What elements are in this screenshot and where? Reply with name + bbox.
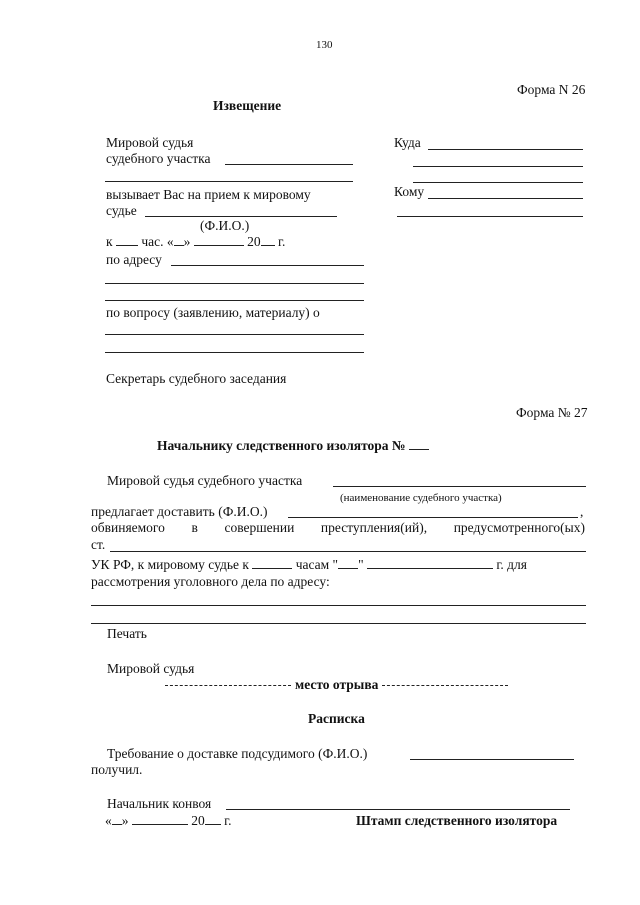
district-label: судебного участка (106, 151, 211, 166)
page-number: 130 (316, 39, 333, 51)
address-line-3[interactable] (105, 300, 364, 301)
tear-line (165, 677, 508, 693)
uk-row (91, 557, 527, 573)
judge-sign-label: Мировой судья (107, 661, 195, 676)
district-caption: (наименование судебного участка) (340, 492, 502, 504)
secretary-label: Секретарь судебного заседания (106, 371, 287, 386)
time-year-field[interactable] (261, 234, 275, 246)
consider-label: рассмотрения уголовного дела по адресу: (91, 574, 330, 589)
question-line-2[interactable] (105, 352, 364, 353)
district-name-line[interactable] (333, 486, 586, 487)
accused-row (91, 520, 585, 536)
consider-line-2[interactable] (91, 623, 586, 624)
time-hours: час. « (141, 234, 174, 249)
judge2-label: судье (106, 203, 137, 218)
proposes-label: предлагает доставить (Ф.И.О.) (91, 504, 268, 519)
question-label: по вопросу (заявлению, материалу) о (106, 305, 320, 320)
date-open: « (105, 813, 112, 828)
judge-name-line[interactable] (145, 216, 337, 217)
uk-day-field[interactable] (338, 557, 358, 569)
form-27-label: Форма № 27 (516, 405, 588, 420)
comma: , (580, 504, 584, 519)
date-year-field[interactable] (205, 813, 221, 825)
date-year: 20 (191, 813, 205, 828)
to-where-label: Куда (394, 135, 421, 150)
address-line-1[interactable] (171, 265, 364, 266)
consider-line-1[interactable] (91, 605, 586, 606)
to-where-line-2[interactable] (413, 166, 583, 167)
uk-month-field[interactable] (367, 557, 493, 569)
date-day-field[interactable] (112, 813, 122, 825)
date-month-field[interactable] (132, 813, 188, 825)
district-line-2[interactable] (105, 181, 353, 182)
fio-caption: (Ф.И.О.) (200, 218, 250, 233)
accused-word-4: преступления(ий), (320, 520, 428, 535)
calls-text: вызывает Вас на прием к мировому (106, 187, 311, 202)
convoy-label: Начальник конвоя (107, 796, 212, 811)
accused-word-1: обвиняемого (91, 520, 165, 535)
form-27-title-text: Начальнику следственного изолятора № (157, 438, 406, 453)
to-where-line-1[interactable] (428, 149, 583, 150)
uk-quote: " (358, 557, 364, 572)
time-day-field[interactable] (174, 234, 184, 246)
accused-word-2: в (191, 520, 198, 535)
date-close: » (121, 813, 129, 828)
to-whom-line-2[interactable] (397, 216, 583, 217)
receipt-date-row (105, 813, 232, 829)
to-whom-label: Кому (394, 184, 425, 199)
sizo-number-field[interactable] (409, 438, 429, 450)
district-line[interactable] (225, 164, 353, 165)
time-row (106, 234, 285, 250)
uk-hours: часам " (295, 557, 339, 572)
stamp-label: Штамп следственного изолятора (356, 813, 558, 828)
time-k: к (106, 234, 113, 249)
form-26-label: Форма N 26 (517, 82, 586, 97)
tear-dash-right (382, 685, 508, 686)
time-year: 20 (247, 234, 261, 249)
seal-label: Печать (107, 626, 147, 641)
request-label: Требование о доставке подсудимого (Ф.И.О.) (107, 746, 368, 761)
accused-word-5: предусмотренного(ых) (453, 520, 585, 535)
article-label: ст. (91, 537, 106, 552)
form-26-title: Извещение (213, 98, 282, 113)
tear-label: место отрыва (295, 677, 379, 692)
time-close: » (183, 234, 191, 249)
received-label: получил. (91, 762, 143, 777)
time-hour-field[interactable] (116, 234, 138, 246)
address-line-2[interactable] (105, 283, 364, 284)
uk-hours-field[interactable] (252, 557, 292, 569)
accused-word-3: совершении (224, 520, 295, 535)
uk-prefix: УК РФ, к мировому судье к (91, 557, 249, 572)
address-label: по адресу (106, 252, 162, 267)
date-g: г. (224, 813, 232, 828)
question-line-1[interactable] (105, 334, 364, 335)
form-27-title (157, 438, 429, 454)
to-where-line-3[interactable] (413, 182, 583, 183)
to-whom-line-1[interactable] (428, 198, 583, 199)
convoy-line[interactable] (226, 809, 570, 810)
receipt-title: Расписка (308, 711, 365, 726)
judge-label: Мировой судья (106, 135, 194, 150)
request-fio-line[interactable] (410, 759, 574, 760)
article-line[interactable] (110, 551, 586, 552)
tear-dash-left (165, 685, 291, 686)
time-month-field[interactable] (194, 234, 244, 246)
time-g: г. (277, 234, 286, 249)
fio-line[interactable] (288, 517, 578, 518)
judge-district-label: Мировой судья судебного участка (107, 473, 303, 488)
uk-year: г. для (496, 557, 527, 572)
